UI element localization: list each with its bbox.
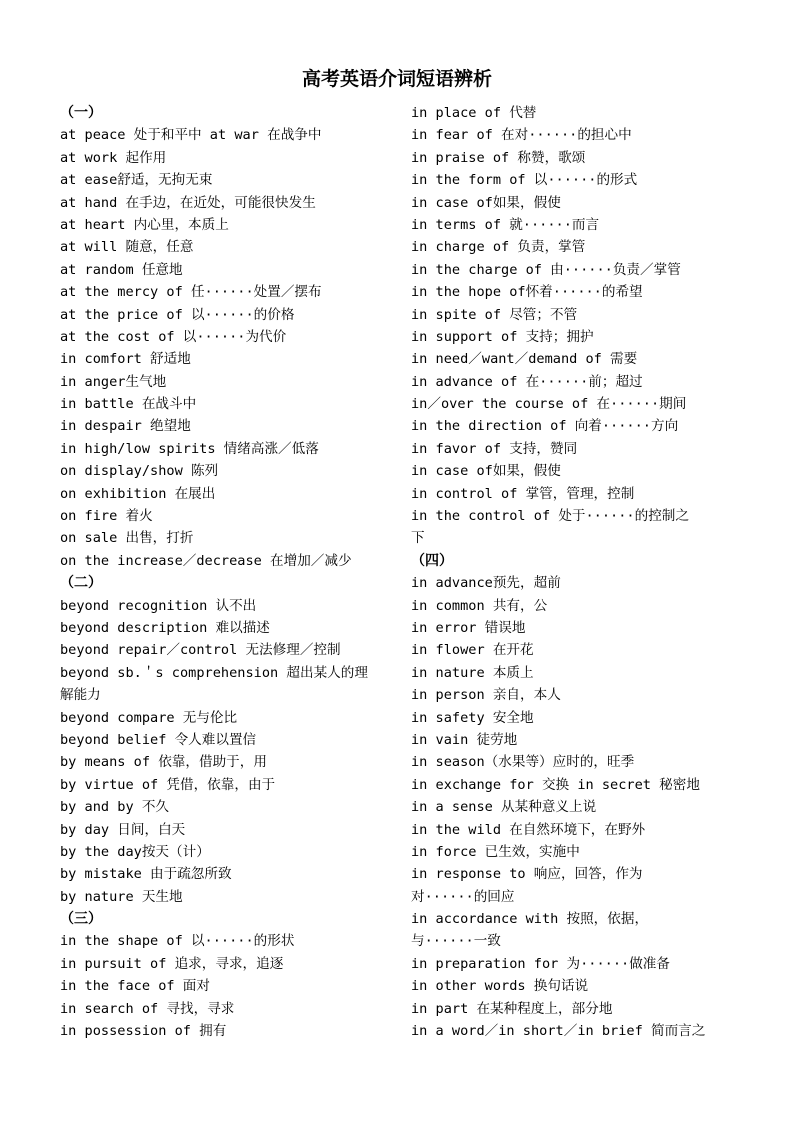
phrase-entry: in flower 在开花 xyxy=(411,642,534,659)
phrase-entry: on the increase／decrease 在增加／减少 xyxy=(60,552,352,569)
phrase-entry: at the mercy of 任······处置／摆布 xyxy=(60,284,322,301)
phrase-entry: on fire 着火 xyxy=(60,508,153,525)
phrase-entry: in despair 绝望地 xyxy=(60,418,191,435)
phrase-entry: in favor of 支持，赞同 xyxy=(411,440,578,457)
phrase-entry: at work 起作用 xyxy=(60,149,167,166)
phrase-entry: by and by 不久 xyxy=(60,799,170,816)
phrase-entry: by mistake 由于疏忽所致 xyxy=(60,866,232,883)
phrase-entry: in support of 支持；拥护 xyxy=(411,328,594,345)
phrase-entry: in case of如果，假使 xyxy=(411,463,561,480)
phrase-entry: 下 xyxy=(411,530,425,547)
phrase-entry: in preparation for 为······做准备 xyxy=(411,955,670,972)
phrase-entry: by means of 依靠，借助于，用 xyxy=(60,754,267,771)
phrase-entry: in need／want／demand of 需要 xyxy=(411,351,638,368)
phrase-entry: in pursuit of 追求，寻求，追逐 xyxy=(60,955,284,972)
phrase-entry: at hand 在手边，在近处，可能很快发生 xyxy=(60,194,316,211)
phrase-entry: beyond compare 无与伦比 xyxy=(60,709,238,726)
phrase-entry: in response to 响应，回答，作为 xyxy=(411,866,643,883)
phrase-entry: in spite of 尽管；不管 xyxy=(411,306,578,323)
phrase-entry: in terms of 就······而言 xyxy=(411,216,600,233)
phrase-entry: in／over the course of 在······期间 xyxy=(411,396,687,413)
left-column xyxy=(60,102,390,1042)
phrase-entry: at the cost of 以······为代价 xyxy=(60,328,287,345)
phrase-entry: 解能力 xyxy=(60,687,101,704)
phrase-entry: at ease舒适，无拘无束 xyxy=(60,172,213,189)
phrase-entry: in the direction of 向着······方向 xyxy=(411,418,679,435)
phrase-entry: in high/low spirits 情绪高涨／低落 xyxy=(60,440,319,457)
phrase-entry: in the control of 处于······的控制之 xyxy=(411,508,689,525)
phrase-entry: in possession of 拥有 xyxy=(60,1023,227,1040)
right-column xyxy=(411,102,741,1042)
phrase-entry: by the day按天（计） xyxy=(60,843,210,860)
phrase-entry: by day 日间，白天 xyxy=(60,821,186,838)
phrase-entry: beyond belief 令人难以置信 xyxy=(60,731,257,748)
phrase-entry: in the shape of 以······的形状 xyxy=(60,933,295,950)
phrase-entry: by virtue of 凭借，依靠，由于 xyxy=(60,776,276,793)
phrase-entry: beyond description 难以描述 xyxy=(60,619,270,636)
phrase-entry: in accordance with 按照，依据， xyxy=(411,911,649,928)
section-heading: （一） xyxy=(60,105,102,121)
phrase-entry: in advance of 在······前；超过 xyxy=(411,373,643,390)
phrase-entry: in exchange for 交换 in secret 秘密地 xyxy=(411,776,700,793)
phrase-entry: in the form of 以······的形式 xyxy=(411,172,638,189)
phrase-entry: in nature 本质上 xyxy=(411,664,534,681)
phrase-entry: in safety 安全地 xyxy=(411,709,534,726)
phrase-entry: at will 随意，任意 xyxy=(60,239,194,256)
phrase-entry: in season（水果等）应时的，旺季 xyxy=(411,754,635,771)
phrase-entry: beyond recognition 认不出 xyxy=(60,597,257,614)
phrase-entry: 与······一致 xyxy=(411,933,501,950)
phrase-entry: at random 任意地 xyxy=(60,261,183,278)
phrase-entry: at peace 处于和平中 at war 在战争中 xyxy=(60,127,322,144)
phrase-entry: in anger生气地 xyxy=(60,373,167,390)
page-title: 高考英语介词短语辨析 xyxy=(301,68,492,90)
phrase-entry: on display/show 陈列 xyxy=(60,463,219,480)
phrase-entry: in the wild 在自然环境下，在野外 xyxy=(411,821,646,838)
phrase-entry: in control of 掌管，管理，控制 xyxy=(411,485,635,502)
phrase-entry: by nature 天生地 xyxy=(60,888,183,905)
phrase-entry: in person 亲自，本人 xyxy=(411,687,561,704)
phrase-entry: at heart 内心里，本质上 xyxy=(60,216,229,233)
phrase-entry: in praise of 称赞，歌颂 xyxy=(411,149,586,166)
phrase-entry: in error 错误地 xyxy=(411,619,526,636)
phrase-entry: in the hope of怀着······的希望 xyxy=(411,284,643,301)
section-heading: （二） xyxy=(60,575,102,592)
phrase-entry: in common 共有，公 xyxy=(411,597,548,614)
phrase-entry: in force 已生效，实施中 xyxy=(411,843,580,860)
phrase-entry: on sale 出售，打折 xyxy=(60,530,194,547)
phrase-entry: in battle 在战斗中 xyxy=(60,396,197,413)
phrase-entry: in search of 寻找，寻求 xyxy=(60,1000,235,1017)
phrase-entry: in other words 换句话说 xyxy=(411,978,589,995)
phrase-entry: in a word／in short／in brief 简而言之 xyxy=(411,1023,706,1040)
phrase-entry: beyond repair／control 无法修理／控制 xyxy=(60,642,341,659)
phrase-entry: in the charge of 由······负责／掌管 xyxy=(411,261,681,278)
phrase-entry: in case of如果，假使 xyxy=(411,194,561,211)
phrase-entry: in vain 徒劳地 xyxy=(411,731,518,748)
phrase-entry: in advance预先，超前 xyxy=(411,575,561,592)
section-heading: （四） xyxy=(411,552,453,569)
phrase-entry: 对······的回应 xyxy=(411,888,515,905)
phrase-entry: in the face of 面对 xyxy=(60,978,210,995)
phrase-entry: in part 在某种程度上，部分地 xyxy=(411,1000,613,1017)
phrase-entry: in fear of 在对······的担心中 xyxy=(411,127,632,144)
phrase-entry: in charge of 负责，掌管 xyxy=(411,239,586,256)
phrase-entry: at the price of 以······的价格 xyxy=(60,306,295,323)
phrase-entry: on exhibition 在展出 xyxy=(60,485,216,502)
phrase-entry: in a sense 从某种意义上说 xyxy=(411,799,597,816)
section-heading: （三） xyxy=(60,911,102,928)
phrase-entry: in place of 代替 xyxy=(411,105,537,121)
phrase-entry: beyond sb.＇s comprehension 超出某人的理 xyxy=(60,664,368,681)
phrase-entry: in comfort 舒适地 xyxy=(60,351,191,368)
